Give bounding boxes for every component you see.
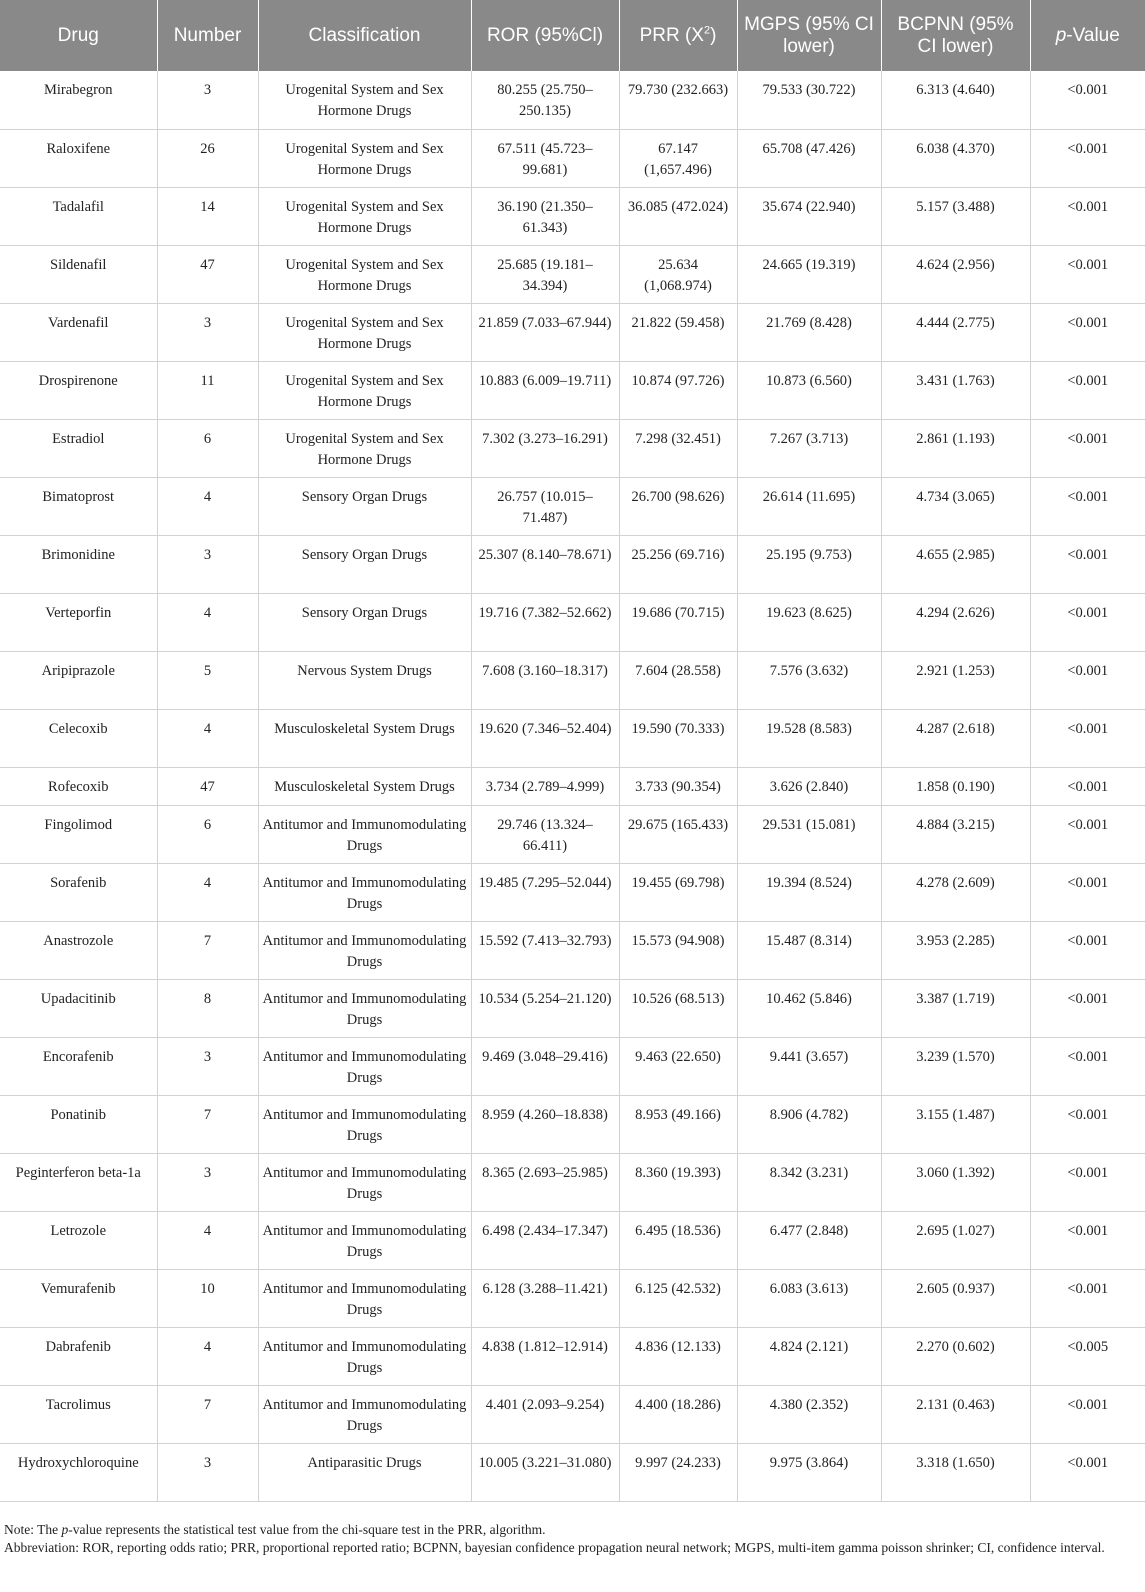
bcpnn-cell: 3.953 (2.285) bbox=[881, 921, 1030, 979]
drug-cell: Peginterferon beta-1a bbox=[0, 1153, 157, 1211]
number-cell: 47 bbox=[157, 245, 258, 303]
drug-cell: Vemurafenib bbox=[0, 1269, 157, 1327]
header-number: Number bbox=[157, 0, 258, 71]
table-row bbox=[0, 1269, 1145, 1327]
classification-cell: Urogenital System and Sex Hormone Drugs bbox=[258, 303, 471, 361]
number-cell: 11 bbox=[157, 361, 258, 419]
table-row bbox=[0, 477, 1145, 535]
number-cell: 8 bbox=[157, 979, 258, 1037]
bcpnn-cell: 5.157 (3.488) bbox=[881, 187, 1030, 245]
mgps-cell: 9.441 (3.657) bbox=[737, 1037, 881, 1095]
table-row bbox=[0, 1385, 1145, 1443]
bcpnn-cell: 2.131 (0.463) bbox=[881, 1385, 1030, 1443]
mgps-cell: 35.674 (22.940) bbox=[737, 187, 881, 245]
header-bcpnn: BCPNN (95% CI lower) bbox=[881, 0, 1030, 71]
number-cell: 3 bbox=[157, 535, 258, 593]
table-header-row bbox=[0, 0, 1145, 71]
number-cell: 4 bbox=[157, 1211, 258, 1269]
number-cell: 10 bbox=[157, 1269, 258, 1327]
p-value-cell: <0.001 bbox=[1030, 921, 1145, 979]
table-row bbox=[0, 767, 1145, 805]
drug-cell: Tadalafil bbox=[0, 187, 157, 245]
ror-cell: 15.592 (7.413–32.793) bbox=[471, 921, 619, 979]
ror-cell: 19.620 (7.346–52.404) bbox=[471, 709, 619, 767]
number-cell: 6 bbox=[157, 805, 258, 863]
bcpnn-cell: 3.318 (1.650) bbox=[881, 1443, 1030, 1501]
bcpnn-cell: 4.444 (2.775) bbox=[881, 303, 1030, 361]
number-cell: 3 bbox=[157, 1153, 258, 1211]
p-value-cell: <0.001 bbox=[1030, 805, 1145, 863]
drug-cell: Estradiol bbox=[0, 419, 157, 477]
table-row bbox=[0, 1443, 1145, 1501]
prr-cell: 79.730 (232.663) bbox=[619, 71, 737, 129]
drug-cell: Celecoxib bbox=[0, 709, 157, 767]
number-cell: 6 bbox=[157, 419, 258, 477]
prr-cell: 6.495 (18.536) bbox=[619, 1211, 737, 1269]
number-cell: 7 bbox=[157, 921, 258, 979]
ror-cell: 10.005 (3.221–31.080) bbox=[471, 1443, 619, 1501]
mgps-cell: 3.626 (2.840) bbox=[737, 767, 881, 805]
mgps-cell: 8.342 (3.231) bbox=[737, 1153, 881, 1211]
table-row bbox=[0, 535, 1145, 593]
p-value-cell: <0.005 bbox=[1030, 1327, 1145, 1385]
ror-cell: 10.534 (5.254–21.120) bbox=[471, 979, 619, 1037]
classification-cell: Nervous System Drugs bbox=[258, 651, 471, 709]
drug-cell: Sorafenib bbox=[0, 863, 157, 921]
prr-cell: 21.822 (59.458) bbox=[619, 303, 737, 361]
classification-cell: Antitumor and Immunomodulating Drugs bbox=[258, 1095, 471, 1153]
prr-cell: 19.590 (70.333) bbox=[619, 709, 737, 767]
bcpnn-cell: 2.861 (1.193) bbox=[881, 419, 1030, 477]
bcpnn-cell: 3.155 (1.487) bbox=[881, 1095, 1030, 1153]
classification-cell: Urogenital System and Sex Hormone Drugs bbox=[258, 419, 471, 477]
bcpnn-cell: 1.858 (0.190) bbox=[881, 767, 1030, 805]
drug-cell: Ponatinib bbox=[0, 1095, 157, 1153]
table-row bbox=[0, 651, 1145, 709]
table-row bbox=[0, 1037, 1145, 1095]
prr-cell: 9.463 (22.650) bbox=[619, 1037, 737, 1095]
classification-cell: Antitumor and Immunomodulating Drugs bbox=[258, 1037, 471, 1095]
prr-cell: 26.700 (98.626) bbox=[619, 477, 737, 535]
number-cell: 47 bbox=[157, 767, 258, 805]
classification-cell: Antitumor and Immunomodulating Drugs bbox=[258, 979, 471, 1037]
number-cell: 4 bbox=[157, 1327, 258, 1385]
drug-cell: Drospirenone bbox=[0, 361, 157, 419]
table-row bbox=[0, 245, 1145, 303]
drug-cell: Vardenafil bbox=[0, 303, 157, 361]
classification-cell: Antitumor and Immunomodulating Drugs bbox=[258, 863, 471, 921]
ror-cell: 4.838 (1.812–12.914) bbox=[471, 1327, 619, 1385]
header-classification: Classification bbox=[258, 0, 471, 71]
drug-cell: Fingolimod bbox=[0, 805, 157, 863]
table-row bbox=[0, 805, 1145, 863]
table-row bbox=[0, 419, 1145, 477]
prr-cell: 10.874 (97.726) bbox=[619, 361, 737, 419]
number-cell: 3 bbox=[157, 1037, 258, 1095]
mgps-cell: 19.528 (8.583) bbox=[737, 709, 881, 767]
header-p-value: p-Value bbox=[1030, 0, 1145, 71]
p-value-cell: <0.001 bbox=[1030, 1443, 1145, 1501]
table-row bbox=[0, 1153, 1145, 1211]
mgps-cell: 26.614 (11.695) bbox=[737, 477, 881, 535]
number-cell: 4 bbox=[157, 477, 258, 535]
p-value-cell: <0.001 bbox=[1030, 1095, 1145, 1153]
number-cell: 3 bbox=[157, 303, 258, 361]
table-row bbox=[0, 709, 1145, 767]
mgps-cell: 21.769 (8.428) bbox=[737, 303, 881, 361]
bcpnn-cell: 2.270 (0.602) bbox=[881, 1327, 1030, 1385]
drug-cell: Tacrolimus bbox=[0, 1385, 157, 1443]
prr-cell: 25.634 (1,068.974) bbox=[619, 245, 737, 303]
number-cell: 7 bbox=[157, 1385, 258, 1443]
p-value-cell: <0.001 bbox=[1030, 303, 1145, 361]
prr-cell: 19.686 (70.715) bbox=[619, 593, 737, 651]
ror-cell: 6.498 (2.434–17.347) bbox=[471, 1211, 619, 1269]
mgps-cell: 8.906 (4.782) bbox=[737, 1095, 881, 1153]
number-cell: 3 bbox=[157, 1443, 258, 1501]
prr-cell: 15.573 (94.908) bbox=[619, 921, 737, 979]
table-row bbox=[0, 361, 1145, 419]
ror-cell: 80.255 (25.750–250.135) bbox=[471, 71, 619, 129]
header-drug: Drug bbox=[0, 0, 157, 71]
p-value-cell: <0.001 bbox=[1030, 863, 1145, 921]
mgps-cell: 10.873 (6.560) bbox=[737, 361, 881, 419]
header-mgps: MGPS (95% CI lower) bbox=[737, 0, 881, 71]
drug-cell: Raloxifene bbox=[0, 129, 157, 187]
classification-cell: Antitumor and Immunomodulating Drugs bbox=[258, 1269, 471, 1327]
drug-cell: Dabrafenib bbox=[0, 1327, 157, 1385]
ror-cell: 25.307 (8.140–78.671) bbox=[471, 535, 619, 593]
table-row bbox=[0, 593, 1145, 651]
mgps-cell: 7.576 (3.632) bbox=[737, 651, 881, 709]
drug-cell: Letrozole bbox=[0, 1211, 157, 1269]
prr-cell: 4.400 (18.286) bbox=[619, 1385, 737, 1443]
p-value-cell: <0.001 bbox=[1030, 979, 1145, 1037]
drug-cell: Aripiprazole bbox=[0, 651, 157, 709]
mgps-cell: 4.380 (2.352) bbox=[737, 1385, 881, 1443]
ror-cell: 8.365 (2.693–25.985) bbox=[471, 1153, 619, 1211]
number-cell: 14 bbox=[157, 187, 258, 245]
p-value-cell: <0.001 bbox=[1030, 361, 1145, 419]
mgps-cell: 6.477 (2.848) bbox=[737, 1211, 881, 1269]
table-row bbox=[0, 71, 1145, 129]
number-cell: 3 bbox=[157, 71, 258, 129]
number-cell: 4 bbox=[157, 863, 258, 921]
p-value-cell: <0.001 bbox=[1030, 129, 1145, 187]
mgps-cell: 10.462 (5.846) bbox=[737, 979, 881, 1037]
bcpnn-cell: 4.624 (2.956) bbox=[881, 245, 1030, 303]
ror-cell: 7.608 (3.160–18.317) bbox=[471, 651, 619, 709]
number-cell: 4 bbox=[157, 709, 258, 767]
classification-cell: Sensory Organ Drugs bbox=[258, 535, 471, 593]
classification-cell: Antitumor and Immunomodulating Drugs bbox=[258, 1153, 471, 1211]
prr-cell: 8.953 (49.166) bbox=[619, 1095, 737, 1153]
classification-cell: Sensory Organ Drugs bbox=[258, 593, 471, 651]
bcpnn-cell: 3.431 (1.763) bbox=[881, 361, 1030, 419]
table-row bbox=[0, 1211, 1145, 1269]
bcpnn-cell: 6.038 (4.370) bbox=[881, 129, 1030, 187]
bcpnn-cell: 3.060 (1.392) bbox=[881, 1153, 1030, 1211]
table-row bbox=[0, 303, 1145, 361]
p-value-cell: <0.001 bbox=[1030, 709, 1145, 767]
ror-cell: 4.401 (2.093–9.254) bbox=[471, 1385, 619, 1443]
table-row bbox=[0, 1095, 1145, 1153]
header-prr: PRR $(X^2)$ bbox=[619, 0, 737, 71]
bcpnn-cell: 6.313 (4.640) bbox=[881, 71, 1030, 129]
mgps-cell: 6.083 (3.613) bbox=[737, 1269, 881, 1327]
prr-cell: 3.733 (90.354) bbox=[619, 767, 737, 805]
mgps-cell: 29.531 (15.081) bbox=[737, 805, 881, 863]
bcpnn-cell: 2.921 (1.253) bbox=[881, 651, 1030, 709]
prr-cell: 10.526 (68.513) bbox=[619, 979, 737, 1037]
prr-cell: 25.256 (69.716) bbox=[619, 535, 737, 593]
drug-cell: Verteporfin bbox=[0, 593, 157, 651]
ror-cell: 10.883 (6.009–19.711) bbox=[471, 361, 619, 419]
table-abbreviation-note: Abbreviation: ROR, reporting odds ratio; PRR, proportional reported ratio; BCPNN, bayesian confidence propagation neural network; MGPS, multi-item gamma poisson shrinker; CI, confidence interval. bbox=[4, 1540, 1105, 1555]
table-note: Note: The p-value represents the statistical test value from the chi-square test in the PRR, algorithm. bbox=[4, 1522, 546, 1537]
bcpnn-cell: 4.287 (2.618) bbox=[881, 709, 1030, 767]
mgps-cell: 65.708 (47.426) bbox=[737, 129, 881, 187]
drug-cell: Upadacitinib bbox=[0, 979, 157, 1037]
prr-cell: 67.147 (1,657.496) bbox=[619, 129, 737, 187]
bcpnn-cell: 2.605 (0.937) bbox=[881, 1269, 1030, 1327]
classification-cell: Urogenital System and Sex Hormone Drugs bbox=[258, 71, 471, 129]
classification-cell: Antitumor and Immunomodulating Drugs bbox=[258, 805, 471, 863]
number-cell: 7 bbox=[157, 1095, 258, 1153]
classification-cell: Antitumor and Immunomodulating Drugs bbox=[258, 921, 471, 979]
ror-cell: 6.128 (3.288–11.421) bbox=[471, 1269, 619, 1327]
drug-cell: Encorafenib bbox=[0, 1037, 157, 1095]
table-row bbox=[0, 863, 1145, 921]
table-row bbox=[0, 921, 1145, 979]
classification-cell: Antitumor and Immunomodulating Drugs bbox=[258, 1211, 471, 1269]
number-cell: 4 bbox=[157, 593, 258, 651]
number-cell: 5 bbox=[157, 651, 258, 709]
mgps-cell: 24.665 (19.319) bbox=[737, 245, 881, 303]
bcpnn-cell: 4.655 (2.985) bbox=[881, 535, 1030, 593]
mgps-cell: 9.975 (3.864) bbox=[737, 1443, 881, 1501]
classification-cell: Urogenital System and Sex Hormone Drugs bbox=[258, 245, 471, 303]
bcpnn-cell: 3.239 (1.570) bbox=[881, 1037, 1030, 1095]
mgps-cell: 25.195 (9.753) bbox=[737, 535, 881, 593]
bcpnn-cell: 3.387 (1.719) bbox=[881, 979, 1030, 1037]
header-ror: ROR (95%Cl) bbox=[471, 0, 619, 71]
classification-cell: Musculoskeletal System Drugs bbox=[258, 767, 471, 805]
ror-cell: 25.685 (19.181–34.394) bbox=[471, 245, 619, 303]
prr-cell: 6.125 (42.532) bbox=[619, 1269, 737, 1327]
bcpnn-cell: 4.734 (3.065) bbox=[881, 477, 1030, 535]
table-row bbox=[0, 129, 1145, 187]
p-value-cell: <0.001 bbox=[1030, 1211, 1145, 1269]
classification-cell: Musculoskeletal System Drugs bbox=[258, 709, 471, 767]
mgps-cell: 19.623 (8.625) bbox=[737, 593, 881, 651]
p-value-cell: <0.001 bbox=[1030, 187, 1145, 245]
drug-cell: Sildenafil bbox=[0, 245, 157, 303]
p-value-cell: <0.001 bbox=[1030, 477, 1145, 535]
prr-cell: 9.997 (24.233) bbox=[619, 1443, 737, 1501]
prr-cell: 7.604 (28.558) bbox=[619, 651, 737, 709]
ror-cell: 8.959 (4.260–18.838) bbox=[471, 1095, 619, 1153]
drug-cell: Brimonidine bbox=[0, 535, 157, 593]
ror-cell: 21.859 (7.033–67.944) bbox=[471, 303, 619, 361]
drug-cell: Hydroxychloroquine bbox=[0, 1443, 157, 1501]
number-cell: 26 bbox=[157, 129, 258, 187]
classification-cell: Urogenital System and Sex Hormone Drugs bbox=[258, 361, 471, 419]
ror-cell: 26.757 (10.015–71.487) bbox=[471, 477, 619, 535]
p-value-cell: <0.001 bbox=[1030, 535, 1145, 593]
drug-cell: Anastrozole bbox=[0, 921, 157, 979]
table-row bbox=[0, 979, 1145, 1037]
p-value-cell: <0.001 bbox=[1030, 593, 1145, 651]
drug-cell: Bimatoprost bbox=[0, 477, 157, 535]
p-value-cell: <0.001 bbox=[1030, 1037, 1145, 1095]
classification-cell: Antiparasitic Drugs bbox=[258, 1443, 471, 1501]
p-value-cell: <0.001 bbox=[1030, 651, 1145, 709]
classification-cell: Urogenital System and Sex Hormone Drugs bbox=[258, 129, 471, 187]
ror-cell: 19.485 (7.295–52.044) bbox=[471, 863, 619, 921]
p-value-cell: <0.001 bbox=[1030, 767, 1145, 805]
table-row bbox=[0, 1327, 1145, 1385]
p-value-cell: <0.001 bbox=[1030, 71, 1145, 129]
bcpnn-cell: 4.278 (2.609) bbox=[881, 863, 1030, 921]
p-value-cell: <0.001 bbox=[1030, 419, 1145, 477]
bcpnn-cell: 4.294 (2.626) bbox=[881, 593, 1030, 651]
ror-cell: 7.302 (3.273–16.291) bbox=[471, 419, 619, 477]
p-value-cell: <0.001 bbox=[1030, 1385, 1145, 1443]
bcpnn-cell: 2.695 (1.027) bbox=[881, 1211, 1030, 1269]
ror-cell: 29.746 (13.324–66.411) bbox=[471, 805, 619, 863]
mgps-cell: 79.533 (30.722) bbox=[737, 71, 881, 129]
drug-cell: Mirabegron bbox=[0, 71, 157, 129]
table-body bbox=[0, 71, 1145, 1501]
ror-cell: 9.469 (3.048–29.416) bbox=[471, 1037, 619, 1095]
prr-cell: 7.298 (32.451) bbox=[619, 419, 737, 477]
ror-cell: 36.190 (21.350–61.343) bbox=[471, 187, 619, 245]
mgps-cell: 7.267 (3.713) bbox=[737, 419, 881, 477]
ror-cell: 3.734 (2.789–4.999) bbox=[471, 767, 619, 805]
drug-cell: Rofecoxib bbox=[0, 767, 157, 805]
prr-cell: 29.675 (165.433) bbox=[619, 805, 737, 863]
mgps-cell: 15.487 (8.314) bbox=[737, 921, 881, 979]
mgps-cell: 4.824 (2.121) bbox=[737, 1327, 881, 1385]
bcpnn-cell: 4.884 (3.215) bbox=[881, 805, 1030, 863]
prr-cell: 36.085 (472.024) bbox=[619, 187, 737, 245]
ror-cell: 67.511 (45.723–99.681) bbox=[471, 129, 619, 187]
p-value-cell: <0.001 bbox=[1030, 1269, 1145, 1327]
table-row bbox=[0, 187, 1145, 245]
p-value-cell: <0.001 bbox=[1030, 1153, 1145, 1211]
prr-cell: 4.836 (12.133) bbox=[619, 1327, 737, 1385]
ror-cell: 19.716 (7.382–52.662) bbox=[471, 593, 619, 651]
classification-cell: Urogenital System and Sex Hormone Drugs bbox=[258, 187, 471, 245]
classification-cell: Sensory Organ Drugs bbox=[258, 477, 471, 535]
classification-cell: Antitumor and Immunomodulating Drugs bbox=[258, 1385, 471, 1443]
p-value-cell: <0.001 bbox=[1030, 245, 1145, 303]
classification-cell: Antitumor and Immunomodulating Drugs bbox=[258, 1327, 471, 1385]
mgps-cell: 19.394 (8.524) bbox=[737, 863, 881, 921]
prr-cell: 8.360 (19.393) bbox=[619, 1153, 737, 1211]
prr-cell: 19.455 (69.798) bbox=[619, 863, 737, 921]
